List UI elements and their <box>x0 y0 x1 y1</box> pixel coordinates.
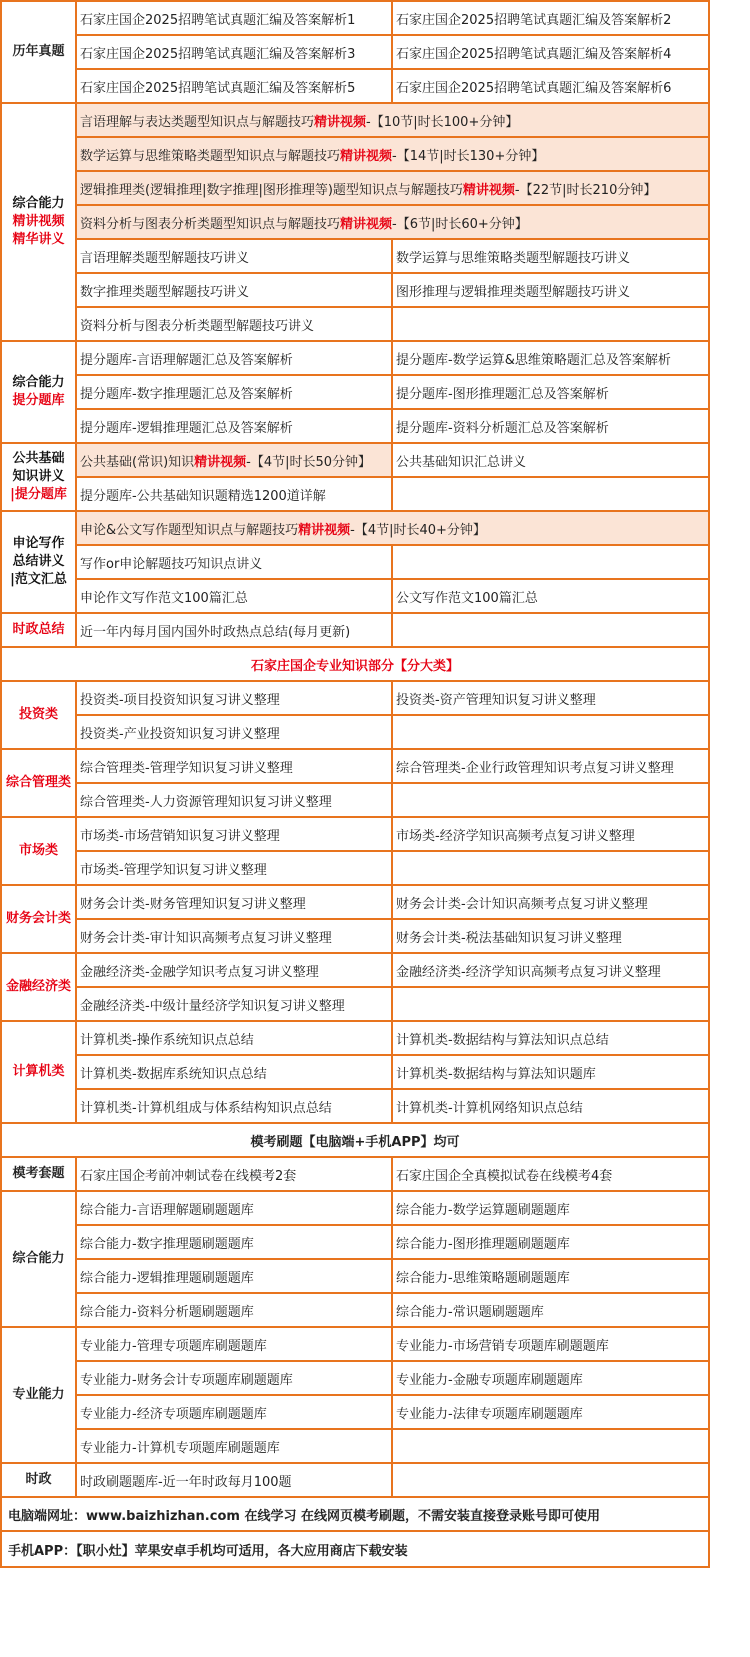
header-line: 公共基础 <box>12 451 65 466</box>
mock-banner: 模考刷题【电脑端+手机APP】均可 <box>2 1124 708 1158</box>
video-title: 言语理解与表达类题型知识点与解题技巧 <box>80 114 315 130</box>
header-line: 提分题库 <box>12 393 65 408</box>
empty-cell <box>393 988 708 1022</box>
footer-website[interactable]: 电脑端网址：www.baizhizhan.com 在线学习 在线网页模考刷题，不需安装直接登录账号即可使用 <box>2 1498 708 1532</box>
header-line: |提分题库 <box>10 487 67 502</box>
list-item[interactable]: 计算机类-数据结构与算法知识点总结 <box>393 1022 708 1056</box>
empty-cell <box>393 308 708 342</box>
list-item[interactable]: 综合能力-资料分析题刷题题库 <box>77 1294 393 1328</box>
section-header-public <box>2 444 77 512</box>
video-title: 数学运算与思维策略类题型知识点与解题技巧 <box>80 148 341 164</box>
list-item[interactable]: 专业能力-管理专项题库刷题题库 <box>77 1328 393 1362</box>
empty-cell <box>393 478 708 512</box>
list-item[interactable]: 石家庄国企2025招聘笔试真题汇编及答案解析3 <box>77 36 393 70</box>
list-item[interactable]: 公文写作范文100篇汇总 <box>393 580 708 614</box>
list-item[interactable]: 言语理解类题型解题技巧讲义 <box>77 240 393 274</box>
list-item[interactable]: 计算机类-计算机组成与体系结构知识点总结 <box>77 1090 393 1124</box>
list-item[interactable]: 石家庄国企全真模拟试卷在线模考4套 <box>393 1158 708 1192</box>
list-item[interactable]: 综合能力-逻辑推理题刷题题库 <box>77 1260 393 1294</box>
list-item[interactable]: 提分题库-公共基础知识题精选1200道详解 <box>77 478 393 512</box>
list-item[interactable]: 提分题库-言语理解题汇总及答案解析 <box>77 342 393 376</box>
category-header-finance <box>2 954 77 1022</box>
list-item[interactable]: 石家庄国企2025招聘笔试真题汇编及答案解析4 <box>393 36 708 70</box>
list-item[interactable]: 综合能力-常识题刷题题库 <box>393 1294 708 1328</box>
list-item[interactable]: 金融经济类-中级计量经济学知识复习讲义整理 <box>77 988 393 1022</box>
list-item[interactable]: 市场类-经济学知识高频考点复习讲义整理 <box>393 818 708 852</box>
header-label: 财务会计类 <box>5 911 71 926</box>
section-header-comprehensive-practice <box>2 1192 77 1328</box>
video-title: 资料分析与图表分析类题型知识点与解题技巧 <box>80 216 341 232</box>
video-tag: 精讲视频 <box>462 182 515 198</box>
video-meta: -【10节|时长100+分钟】 <box>366 114 519 130</box>
video-item[interactable] <box>77 138 708 172</box>
list-item[interactable]: 财务会计类-审计知识高频考点复习讲义整理 <box>77 920 393 954</box>
video-title: 申论&公文写作题型知识点与解题技巧 <box>80 522 299 538</box>
header-line: |范文汇总 <box>10 572 67 587</box>
list-item[interactable]: 专业能力-经济专项题库刷题题库 <box>77 1396 393 1430</box>
list-item[interactable]: 市场类-管理学知识复习讲义整理 <box>77 852 393 886</box>
header-line: 综合能力 <box>12 196 65 211</box>
video-meta: -【4节|时长50分钟】 <box>246 454 372 470</box>
header-label: 投资类 <box>18 707 58 722</box>
section-header-mock <box>2 1158 77 1192</box>
header-text <box>10 535 67 589</box>
list-item[interactable]: 提分题库-资料分析题汇总及答案解析 <box>393 410 708 444</box>
list-item[interactable]: 石家庄国企2025招聘笔试真题汇编及答案解析1 <box>77 2 393 36</box>
list-item[interactable]: 综合能力-数字推理题刷题题库 <box>77 1226 393 1260</box>
list-item[interactable]: 石家庄国企考前冲刺试卷在线模考2套 <box>77 1158 393 1192</box>
list-item[interactable]: 石家庄国企2025招聘笔试真题汇编及答案解析6 <box>393 70 708 104</box>
footer-app: 手机APP：【职小灶】苹果安卓手机均可适用，各大应用商店下载安装 <box>2 1532 708 1566</box>
list-item[interactable]: 提分题库-数学运算&思维策略题汇总及答案解析 <box>393 342 708 376</box>
header-label: 金融经济类 <box>5 979 71 994</box>
list-item[interactable]: 专业能力-财务会计专项题库刷题题库 <box>77 1362 393 1396</box>
video-meta: -【14节|时长130+分钟】 <box>392 148 545 164</box>
video-item[interactable] <box>77 444 393 478</box>
section-header-video <box>2 104 77 342</box>
header-line: 申论写作 <box>12 536 65 551</box>
list-item[interactable]: 计算机类-操作系统知识点总结 <box>77 1022 393 1056</box>
category-header-computer <box>2 1022 77 1124</box>
empty-cell <box>393 614 708 648</box>
list-item[interactable]: 石家庄国企2025招聘笔试真题汇编及答案解析5 <box>77 70 393 104</box>
list-item[interactable]: 图形推理与逻辑推理类题型解题技巧讲义 <box>393 274 708 308</box>
list-item[interactable]: 近一年内每月国内国外时政热点总结(每月更新) <box>77 614 393 648</box>
list-item[interactable]: 专业能力-计算机专项题库刷题题库 <box>77 1430 393 1464</box>
video-meta: -【22节|时长210分钟】 <box>514 182 657 198</box>
header-text <box>12 374 64 410</box>
list-item[interactable]: 投资类-项目投资知识复习讲义整理 <box>77 682 393 716</box>
video-tag: 精讲视频 <box>340 148 393 164</box>
category-header-management <box>2 750 77 818</box>
empty-cell <box>393 1430 708 1464</box>
header-label: 模考套题 <box>12 1166 65 1181</box>
list-item[interactable]: 提分题库-图形推理题汇总及答案解析 <box>393 376 708 410</box>
list-item[interactable]: 写作or申论解题技巧知识点讲义 <box>77 546 393 580</box>
list-item[interactable]: 市场类-市场营销知识复习讲义整理 <box>77 818 393 852</box>
section-header-professional-practice <box>2 1328 77 1464</box>
list-item[interactable]: 投资类-产业投资知识复习讲义整理 <box>77 716 393 750</box>
list-item[interactable]: 综合管理类-企业行政管理知识考点复习讲义整理 <box>393 750 708 784</box>
video-tag: 精讲视频 <box>314 114 367 130</box>
list-item[interactable]: 综合能力-思维策略题刷题题库 <box>393 1260 708 1294</box>
list-item[interactable]: 财务会计类-财务管理知识复习讲义整理 <box>77 886 393 920</box>
header-line: 精讲视频 <box>12 214 65 229</box>
list-item[interactable]: 计算机类-数据结构与算法知识题库 <box>393 1056 708 1090</box>
video-meta: -【4节|时长40+分钟】 <box>350 522 486 538</box>
category-header-investment <box>2 682 77 750</box>
list-item[interactable]: 计算机类-数据库系统知识点总结 <box>77 1056 393 1090</box>
header-label: 综合管理类 <box>5 775 71 790</box>
video-meta: -【6节|时长60+分钟】 <box>392 216 528 232</box>
header-label: 时政 <box>25 1472 52 1487</box>
section-header-politics <box>2 1464 77 1498</box>
empty-cell <box>393 1464 708 1498</box>
category-header-market <box>2 818 77 886</box>
video-title: 逻辑推理类(逻辑推理|数字推理|图形推理等)题型知识点与解题技巧 <box>80 182 463 198</box>
section-header-current-affairs <box>2 614 77 648</box>
video-item[interactable] <box>77 512 708 546</box>
list-item[interactable]: 资料分析与图表分析类题型解题技巧讲义 <box>77 308 393 342</box>
list-item[interactable]: 提分题库-数字推理题汇总及答案解析 <box>77 376 393 410</box>
list-item[interactable]: 专业能力-市场营销专项题库刷题题库 <box>393 1328 708 1362</box>
list-item[interactable]: 综合管理类-人力资源管理知识复习讲义整理 <box>77 784 393 818</box>
header-line: 知识讲义 <box>12 469 65 484</box>
header-label: 计算机类 <box>12 1064 65 1079</box>
section-header-historical <box>2 2 77 104</box>
professional-banner: 石家庄国企专业知识部分【分大类】 <box>2 648 708 682</box>
list-item[interactable]: 提分题库-逻辑推理题汇总及答案解析 <box>77 410 393 444</box>
section-header-essay <box>2 512 77 614</box>
list-item[interactable]: 计算机类-计算机网络知识点总结 <box>393 1090 708 1124</box>
video-item[interactable] <box>77 104 708 138</box>
header-label: 历年真题 <box>12 44 65 59</box>
empty-cell <box>393 852 708 886</box>
list-item[interactable]: 申论作文写作范文100篇汇总 <box>77 580 393 614</box>
header-label: 综合能力 <box>12 1251 65 1266</box>
video-title: 公共基础(常识)知识 <box>80 454 195 470</box>
empty-cell <box>393 546 708 580</box>
list-item[interactable]: 综合管理类-管理学知识复习讲义整理 <box>77 750 393 784</box>
list-item[interactable]: 石家庄国企2025招聘笔试真题汇编及答案解析2 <box>393 2 708 36</box>
header-label: 时政总结 <box>12 622 65 637</box>
list-item[interactable]: 综合能力-图形推理题刷题题库 <box>393 1226 708 1260</box>
list-item[interactable]: 专业能力-法律专项题库刷题题库 <box>393 1396 708 1430</box>
header-label: 市场类 <box>18 843 58 858</box>
header-line: 综合能力 <box>12 375 65 390</box>
video-tag: 精讲视频 <box>298 522 351 538</box>
list-item[interactable]: 投资类-资产管理知识复习讲义整理 <box>393 682 708 716</box>
category-header-accounting <box>2 886 77 954</box>
list-item[interactable]: 公共基础知识汇总讲义 <box>393 444 708 478</box>
header-line: 精华讲义 <box>12 232 65 247</box>
list-item[interactable]: 综合能力-数学运算题刷题题库 <box>393 1192 708 1226</box>
video-tag: 精讲视频 <box>194 454 247 470</box>
video-item[interactable] <box>77 206 708 240</box>
list-item[interactable]: 数学运算与思维策略类题型解题技巧讲义 <box>393 240 708 274</box>
video-tag: 精讲视频 <box>340 216 393 232</box>
header-text <box>10 450 67 504</box>
empty-cell <box>393 784 708 818</box>
header-line: 总结讲义 <box>12 554 65 569</box>
section-header-tiku <box>2 342 77 444</box>
list-item[interactable]: 数字推理类题型解题技巧讲义 <box>77 274 393 308</box>
list-item[interactable]: 综合能力-言语理解题刷题题库 <box>77 1192 393 1226</box>
list-item[interactable]: 金融经济类-经济学知识高频考点复习讲义整理 <box>393 954 708 988</box>
header-label: 专业能力 <box>12 1387 65 1402</box>
empty-cell <box>393 716 708 750</box>
list-item[interactable]: 财务会计类-税法基础知识复习讲义整理 <box>393 920 708 954</box>
list-item[interactable]: 专业能力-金融专项题库刷题题库 <box>393 1362 708 1396</box>
header-text <box>12 195 64 249</box>
video-item[interactable] <box>77 172 708 206</box>
list-item[interactable]: 金融经济类-金融学知识考点复习讲义整理 <box>77 954 393 988</box>
list-item[interactable]: 财务会计类-会计知识高频考点复习讲义整理 <box>393 886 708 920</box>
list-item[interactable]: 时政刷题题库-近一年时政每月100题 <box>77 1464 393 1498</box>
